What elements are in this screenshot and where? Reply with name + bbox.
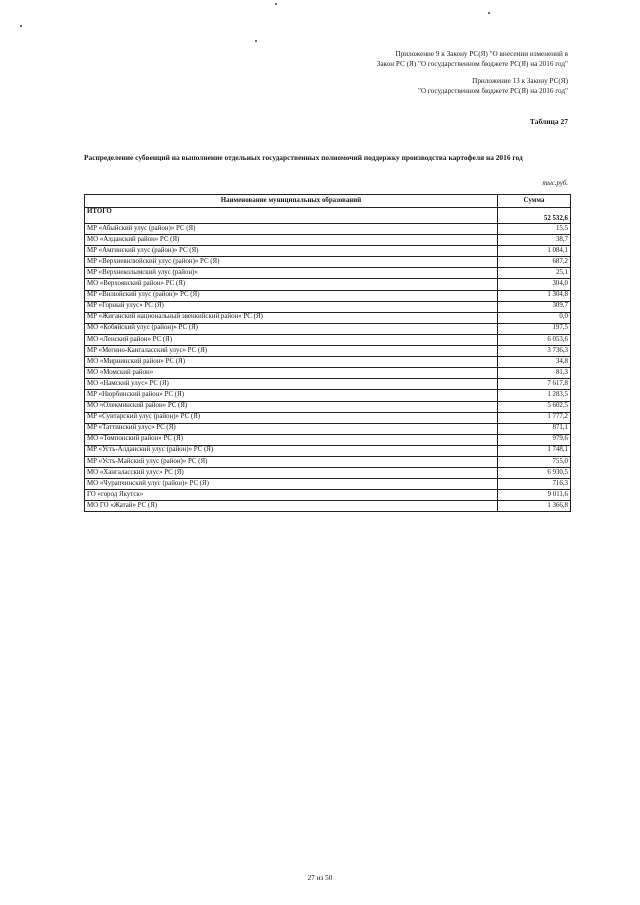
scan-speck [255, 40, 257, 42]
scan-speck [20, 25, 22, 27]
table-row [85, 290, 571, 301]
municipality-name: МР «Абыйский улус (район)» РС (Я) [85, 224, 498, 235]
subsidy-amount: 979,6 [498, 434, 571, 445]
subsidy-amount: 871,1 [498, 423, 571, 434]
table-row [85, 368, 571, 379]
municipality-name: МО «Чурапчинский улус (район)» РС (Я) [85, 479, 498, 490]
municipality-name: МР «Сунтарский улус (район)» РС (Я) [85, 412, 498, 423]
appendix-9-header [377, 49, 568, 69]
subsidy-amount: 1 304,8 [498, 290, 571, 301]
subsidy-amount: 1 777,2 [498, 412, 571, 423]
municipality-name: МО «Ленский район» РС (Я) [85, 334, 498, 345]
municipality-name: МР «Усть-Алданский улус (район)» РС (Я) [85, 445, 498, 456]
municipality-name: МР «Мегино-Кангаласский улус» РС (Я) [85, 346, 498, 357]
column-header-name: Наименование муниципальных образований [85, 195, 498, 208]
subsidy-amount: 9 011,6 [498, 490, 571, 501]
subsidy-amount: 309,7 [498, 301, 571, 312]
municipality-name: МО «Алданский район» РС (Я) [85, 235, 498, 246]
table-row [85, 412, 571, 423]
table-row [85, 501, 571, 512]
table-row [85, 323, 571, 334]
table-row [85, 390, 571, 401]
municipality-name: МР «Верхнеколымский улус (район)» [85, 268, 498, 279]
subsidy-amount: 7 617,8 [498, 379, 571, 390]
subsidy-amount: 3 736,3 [498, 346, 571, 357]
municipality-name: МР «Вилюйский улус (район)» РС (Я) [85, 290, 498, 301]
municipality-name: МО «Мирнинский район» РС (Я) [85, 357, 498, 368]
total-label: ИТОГО [85, 208, 498, 224]
appendix-9-line2: Закон РС (Я) "О государственном бюджете РС(Я) на 2016 год" [376, 60, 568, 68]
table-row [85, 468, 571, 479]
table-row [85, 312, 571, 323]
subsidy-amount: 15,5 [498, 224, 571, 235]
subsidy-amount: 25,1 [498, 268, 571, 279]
subsidy-amount: 6 930,5 [498, 468, 571, 479]
table-row [85, 490, 571, 501]
municipality-name: МР «Жиганский национальный эвенкийский район» РС (Я) [85, 312, 498, 323]
municipality-name: ГО «город Якутск» [85, 490, 498, 501]
table-row [85, 268, 571, 279]
municipality-name: МО «Томпонский район» РС (Я) [85, 434, 498, 445]
subsidy-amount: 304,0 [498, 279, 571, 290]
subsidy-amount: 6 053,6 [498, 334, 571, 345]
subsidy-amount: 38,7 [498, 235, 571, 246]
total-row [85, 208, 571, 224]
table-row [85, 434, 571, 445]
subsidy-amount: 197,5 [498, 323, 571, 334]
subsidy-amount: 1 748,1 [498, 445, 571, 456]
municipality-name: МР «Верхневилюйский улус (район)» РС (Я) [85, 257, 498, 268]
table-number: Таблица 27 [529, 117, 568, 126]
subsidies-table [84, 194, 571, 512]
municipality-name: МО «Олекминский район» РС (Я) [85, 401, 498, 412]
municipality-name: МР «Таттинский улус» РС (Я) [85, 423, 498, 434]
subsidy-amount: 716,3 [498, 479, 571, 490]
table-row [85, 235, 571, 246]
table-row [85, 479, 571, 490]
subsidy-amount: 1 366,8 [498, 501, 571, 512]
municipality-name: МР «Горный улус» РС (Я) [85, 301, 498, 312]
total-amount: 52 532,6 [498, 208, 571, 224]
document-title: Распределение субвенций на выполнение отдельных государственных полномочий поддержку производства картофеля на 2016 год [84, 153, 523, 162]
subsidy-amount: 755,0 [498, 456, 571, 467]
appendix-13-header [418, 76, 568, 96]
units-label: тыс.руб. [542, 180, 568, 187]
table-row [85, 357, 571, 368]
table-row [85, 346, 571, 357]
table-row [85, 379, 571, 390]
table-row [85, 456, 571, 467]
municipality-name: МО «Верхоянский район» РС (Я) [85, 279, 498, 290]
appendix-13-line1: Приложение 13 к Закону РС(Я) [472, 77, 568, 85]
subsidy-amount: 81,3 [498, 368, 571, 379]
subsidy-amount: 1 084,1 [498, 246, 571, 257]
table-row [85, 445, 571, 456]
subsidy-amount: 687,2 [498, 257, 571, 268]
municipality-name: МО «Хангаласский улус» РС (Я) [85, 468, 498, 479]
municipality-name: МО «Кобяйский улус (район)» РС (Я) [85, 323, 498, 334]
appendix-13-line2: "О государственном бюджете РС(Я) на 2016 год" [417, 87, 568, 95]
municipality-name: МР «Амгинский улус (район)» РС (Я) [85, 246, 498, 257]
table-row [85, 334, 571, 345]
table-row [85, 257, 571, 268]
table-header-row [85, 195, 571, 208]
subsidy-amount: 0,0 [498, 312, 571, 323]
scan-speck [275, 3, 277, 5]
subsidy-amount: 1 283,5 [498, 390, 571, 401]
table-row [85, 246, 571, 257]
scan-speck [488, 12, 490, 14]
table-row [85, 401, 571, 412]
table-row [85, 279, 571, 290]
page-number: 27 из 50 [307, 874, 333, 882]
table-row [85, 423, 571, 434]
municipality-name: МО ГО «Жатай» РС (Я) [85, 501, 498, 512]
subsidy-amount: 34,8 [498, 357, 571, 368]
column-header-amount: Сумма [498, 195, 571, 208]
appendix-9-line1: Приложение 9 к Закону РС(Я) "О внесении изменений в [395, 50, 568, 58]
municipality-name: МО «Момский район» [85, 368, 498, 379]
municipality-name: МР «Нюрбинский район» РС (Я) [85, 390, 498, 401]
municipality-name: МР «Усть-Майский улус (район)» РС (Я) [85, 456, 498, 467]
subsidy-amount: 5 602,5 [498, 401, 571, 412]
table-row [85, 301, 571, 312]
municipality-name: МО «Намский улус» РС (Я) [85, 379, 498, 390]
table-row [85, 224, 571, 235]
